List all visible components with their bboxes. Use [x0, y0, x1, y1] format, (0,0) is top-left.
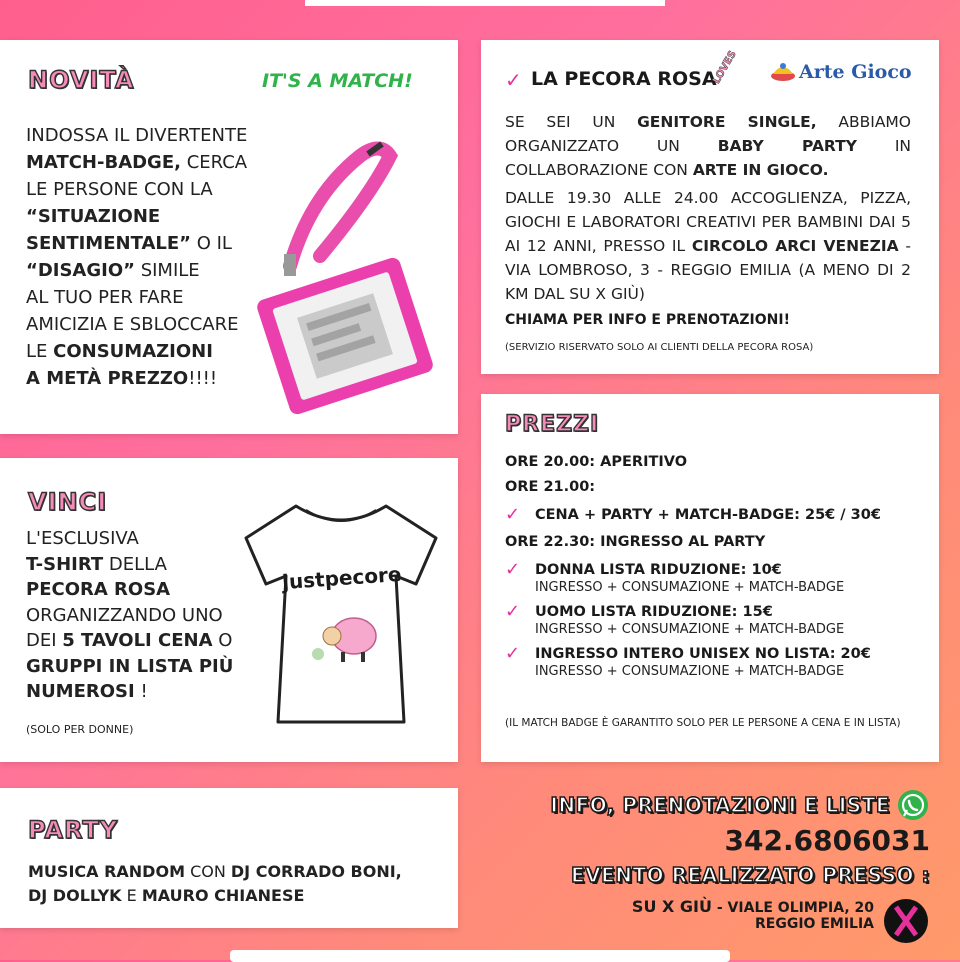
text-segment: CON: [184, 862, 231, 881]
text-segment: T-SHIRT: [26, 553, 104, 575]
text-line: [26, 257, 276, 284]
vinci-text: [26, 526, 256, 705]
text-line: [26, 654, 256, 680]
pecora-paragraph-1: [505, 110, 911, 182]
venue-city: REGGIO EMILIA: [755, 916, 874, 932]
text-segment: IN COLLABORAZIONE CON: [505, 137, 911, 179]
logo-mark-icon: [769, 60, 797, 84]
text-segment: LE PERSONE CON LA: [26, 179, 213, 200]
text-segment: CERCA: [180, 152, 248, 173]
party-text: [28, 860, 448, 908]
text-segment: 5 TAVOLI CENA: [62, 630, 213, 651]
shirt-print-text: justpecore: [281, 561, 403, 595]
prezzi-title: PREZZI: [505, 412, 600, 437]
match-tag: IT'S A MATCH!: [262, 70, 413, 92]
price-row-sub: INGRESSO + CONSUMAZIONE + MATCH-BADGE: [535, 622, 845, 637]
text-segment: ABBIAMO ORGANIZZATO UN: [505, 113, 912, 155]
vinci-note: (SOLO PER DONNE): [26, 723, 134, 736]
contact-block: [530, 788, 930, 945]
text-line: [26, 679, 256, 705]
price-row: [505, 454, 925, 470]
text-segment: SE SEI UN: [505, 113, 638, 131]
price-row-sub: INGRESSO + CONSUMAZIONE + MATCH-BADGE: [535, 664, 845, 679]
text-segment: AMICIZIA E SBLOCCARE: [26, 314, 239, 335]
text-line: [28, 860, 448, 884]
text-segment: DEI: [26, 630, 63, 651]
bottom-banner-edge: [230, 950, 730, 962]
text-line: [26, 365, 276, 392]
party-title: PARTY: [28, 816, 119, 844]
text-line: [28, 884, 448, 908]
party-card: [0, 788, 458, 928]
logo-text: Arte Gioco: [799, 61, 912, 83]
text-line: [26, 284, 276, 311]
text-line: [26, 338, 276, 365]
novita-title: NOVITÀ: [28, 66, 135, 94]
vinci-card: [0, 458, 458, 762]
text-segment: DELLA: [103, 553, 167, 575]
venue-name: SU X GIÙ: [631, 897, 712, 916]
text-segment: GENITORE SINGLE,: [637, 113, 817, 131]
price-row-text: ORE 20.00: APERITIVO: [505, 454, 688, 470]
top-banner-edge: [305, 0, 665, 6]
price-row-text: CENA + PARTY + MATCH-BADGE: 25€ / 30€: [535, 506, 881, 523]
text-segment: DJ DOLLYK: [28, 886, 122, 905]
text-segment: “DISAGIO”: [26, 260, 135, 281]
text-segment: E: [121, 886, 142, 905]
check-icon: ✓: [505, 504, 521, 525]
price-row-text: ORE 22.30: INGRESSO AL PARTY: [505, 534, 766, 550]
price-row: [505, 479, 925, 495]
check-icon: ✓: [505, 559, 521, 580]
text-line: [26, 628, 256, 654]
phone-number[interactable]: 342.6806031: [724, 824, 930, 857]
price-row: [505, 534, 925, 550]
venue-address: - VIALE OLIMPIA, 20: [712, 900, 874, 916]
prezzi-list: [505, 454, 925, 685]
text-line: [26, 577, 256, 603]
text-segment: DJ CORRADO BONI,: [230, 862, 402, 881]
text-segment: - VIA LOMBROSO, 3 - REGGIO EMILIA (A MENO DI 2 KM DAL SU X GIÙ): [505, 237, 911, 303]
text-segment: DALLE 19.30 ALLE 24.00 ACCOGLIENZA, PIZZA, GIOCHI E LABORATORI CREATIVI PER BAMBINI DAI 5 AI 12 ANNI, PRESSO IL: [505, 189, 911, 255]
novita-card: [0, 40, 458, 434]
whatsapp-icon[interactable]: [896, 788, 930, 822]
text-segment: !: [134, 681, 148, 702]
event-heading: EVENTO REALIZZATO PRESSO :: [570, 863, 930, 887]
text-segment: PECORA ROSA: [26, 579, 171, 600]
text-segment: A METÀ PREZZO: [26, 368, 189, 389]
text-line: [26, 122, 276, 149]
match-badge-illustration: [250, 136, 450, 416]
prezzi-note: (IL MATCH BADGE È GARANTITO SOLO PER LE PERSONE A CENA E IN LISTA): [505, 717, 901, 729]
text-line: [26, 603, 256, 629]
text-segment: MAURO CHIANESE: [141, 886, 305, 905]
price-row: [505, 643, 925, 679]
text-line: [26, 203, 276, 230]
text-segment: L'ESCLUSIVA: [26, 528, 139, 549]
arte-gioco-logo: [769, 60, 912, 84]
pecora-title: LA PECORA ROSA: [531, 68, 717, 90]
text-line: [26, 176, 276, 203]
text-segment: O: [212, 630, 233, 651]
price-row-text: INGRESSO INTERO UNISEX NO LISTA: 20€: [535, 645, 871, 662]
text-line: [26, 526, 256, 552]
text-segment: INDOSSA IL DIVERTENTE: [26, 125, 248, 146]
text-segment: BABY PARTY: [717, 137, 857, 155]
text-segment: ORGANIZZANDO UNO: [26, 604, 223, 626]
text-segment: GRUPPI IN LISTA PIÙ: [26, 655, 234, 677]
su-x-giu-logo: [882, 897, 930, 945]
vinci-title: VINCI: [28, 488, 108, 516]
price-row: [505, 601, 925, 637]
text-segment: CIRCOLO ARCI VENEZIA: [691, 237, 899, 255]
text-segment: NUMEROSI: [26, 681, 135, 702]
text-segment: CONSUMAZIONI: [53, 341, 213, 362]
text-segment: SIMILE: [134, 260, 200, 281]
pecora-rosa-card: [481, 40, 939, 374]
info-heading: INFO, PRENOTAZIONI E LISTE: [550, 793, 890, 817]
text-line: [26, 149, 276, 176]
text-segment: AL TUO PER FARE: [26, 287, 184, 308]
text-line: [26, 311, 276, 338]
text-segment: “SITUAZIONE: [26, 206, 161, 227]
price-row-sub: INGRESSO + CONSUMAZIONE + MATCH-BADGE: [535, 580, 845, 595]
text-segment: MUSICA RANDOM: [28, 862, 185, 881]
pecora-call: CHIAMA PER INFO E PRENOTAZIONI!: [505, 312, 790, 328]
tshirt-illustration: [236, 494, 446, 734]
text-line: [26, 552, 256, 578]
price-row-text: ORE 21.00:: [505, 479, 596, 495]
price-row: [505, 504, 925, 525]
text-segment: MATCH-BADGE,: [26, 152, 181, 173]
novita-text: [26, 122, 276, 392]
check-icon: ✓: [505, 68, 522, 92]
check-icon: ✓: [505, 643, 521, 664]
text-segment: ARTE IN GIOCO.: [692, 161, 829, 179]
text-segment: SENTIMENTALE”: [26, 233, 191, 254]
text-segment: O IL: [190, 233, 232, 254]
text-segment: LE: [26, 341, 54, 362]
text-line: [26, 230, 276, 257]
loves-tag: LOVES: [711, 49, 739, 86]
price-row-text: UOMO LISTA RIDUZIONE: 15€: [535, 603, 773, 620]
price-row: [505, 559, 925, 595]
prezzi-card: [481, 394, 939, 762]
check-icon: ✓: [505, 601, 521, 622]
text-segment: !!!!: [188, 368, 218, 389]
pecora-paragraph-2: [505, 186, 911, 306]
price-row-text: DONNA LISTA RIDUZIONE: 10€: [535, 561, 782, 578]
pecora-note: (SERVIZIO RISERVATO SOLO AI CLIENTI DELLA PECORA ROSA): [505, 342, 814, 353]
